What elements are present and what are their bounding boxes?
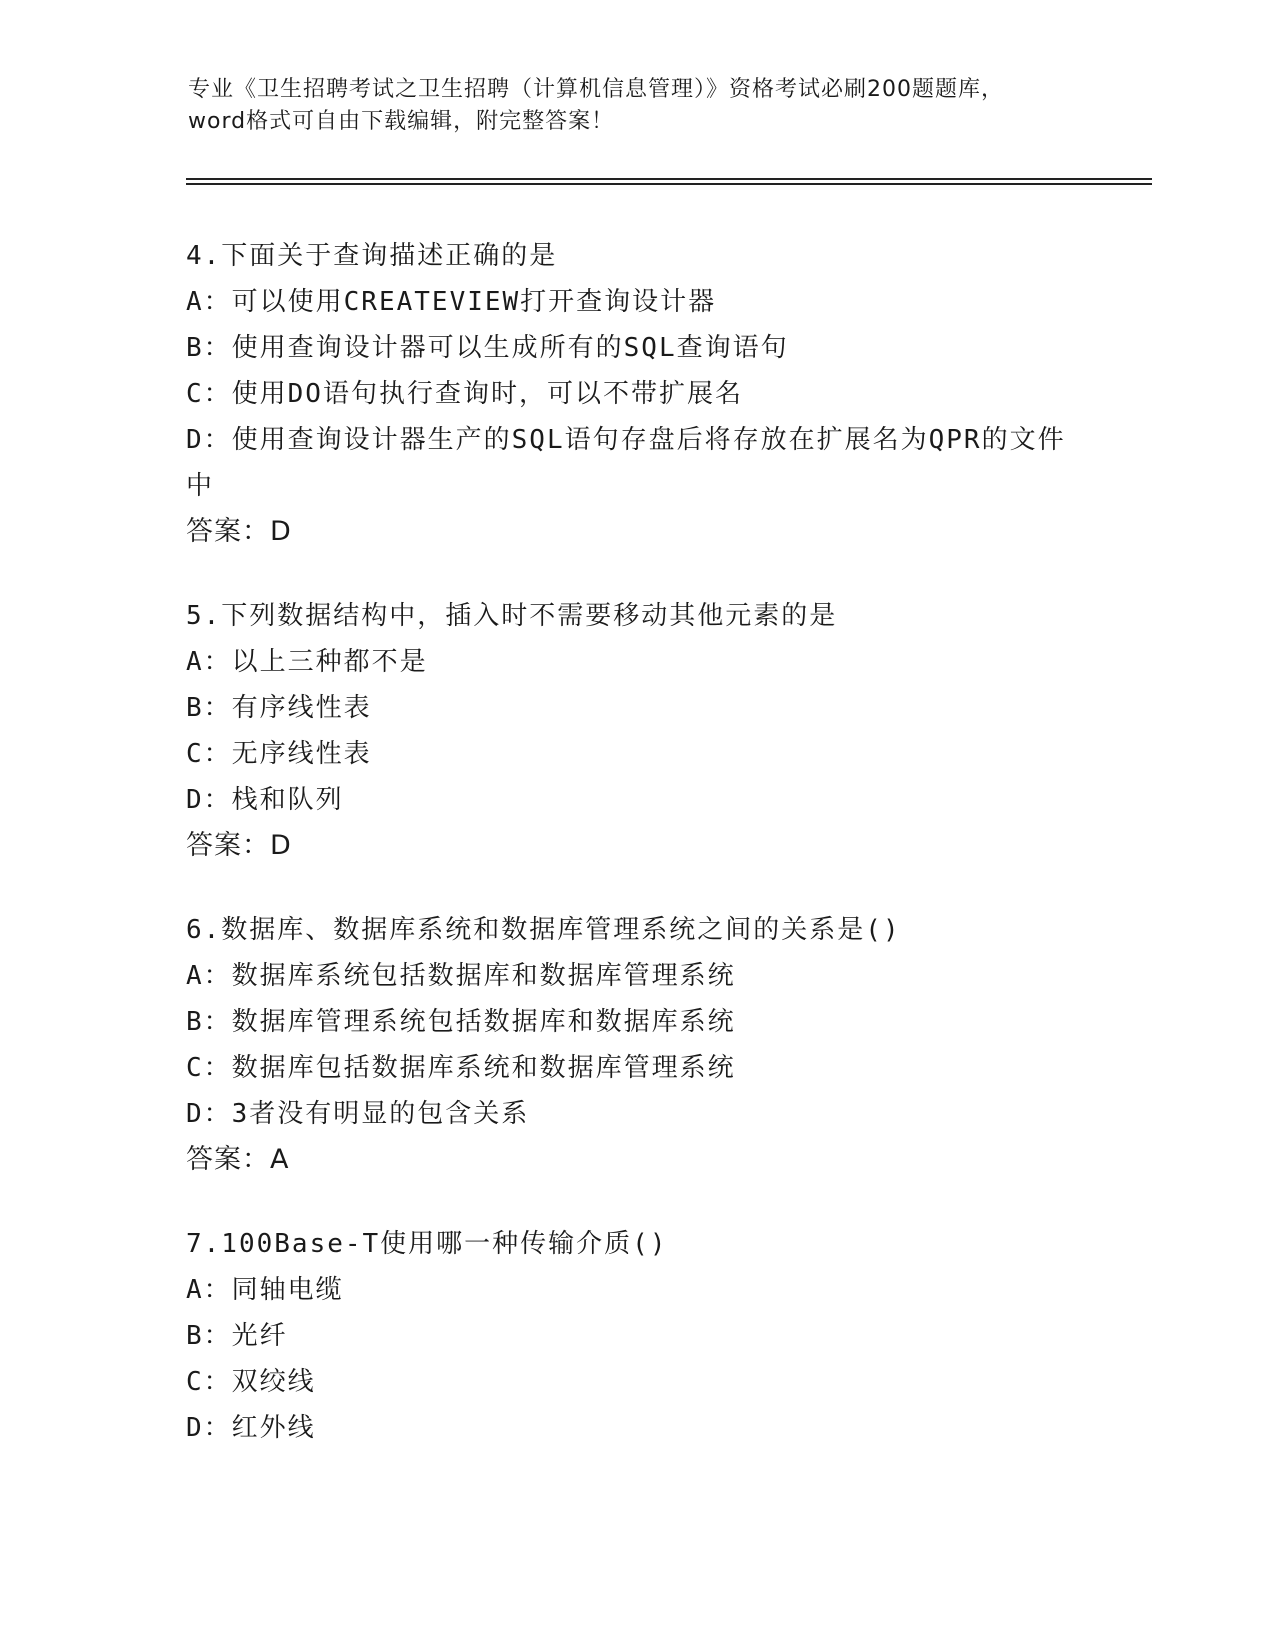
option-d: D：红外线	[186, 1413, 316, 1443]
option-a: A：数据库系统包括数据库和数据库管理系统	[186, 961, 736, 991]
question-stem: 5.下列数据结构中，插入时不需要移动其他元素的是	[186, 601, 838, 631]
option-c: C：双绞线	[186, 1367, 316, 1397]
document-header	[188, 74, 1088, 138]
option-d: D：3者没有明显的包含关系	[186, 1099, 530, 1129]
header-divider-top	[186, 178, 1152, 180]
answer-line: 答案：D	[186, 830, 292, 861]
option-b: B：有序线性表	[186, 693, 372, 723]
header-title-line-2: word格式可自由下载编辑，附完整答案！	[188, 109, 615, 134]
question-stem: 4.下面关于查询描述正确的是	[186, 241, 558, 271]
header-title-line-1: 专业《卫生招聘考试之卫生招聘（计算机信息管理）》资格考试必刷200题题库，	[188, 77, 1004, 102]
option-c: C：使用DO语句执行查询时，可以不带扩展名	[186, 379, 743, 409]
question-6	[186, 907, 1086, 1183]
option-b: B：光纤	[186, 1321, 288, 1351]
option-c: C：数据库包括数据库系统和数据库管理系统	[186, 1053, 736, 1083]
question-stem: 7.100Base-T使用哪一种传输介质()	[186, 1229, 668, 1259]
option-a: A：同轴电缆	[186, 1275, 344, 1305]
answer-line: 答案：D	[186, 516, 292, 547]
option-b: B：使用查询设计器可以生成所有的SQL查询语句	[186, 333, 789, 363]
option-a: A：可以使用CREATEVIEW打开查询设计器	[186, 287, 717, 317]
answer-line: 答案：A	[186, 1144, 290, 1175]
question-7	[186, 1221, 1086, 1451]
option-a: A：以上三种都不是	[186, 647, 428, 677]
header-divider-bottom	[186, 183, 1152, 185]
option-d: D：栈和队列	[186, 785, 344, 815]
question-stem: 6.数据库、数据库系统和数据库管理系统之间的关系是()	[186, 915, 901, 945]
option-b: B：数据库管理系统包括数据库和数据库系统	[186, 1007, 736, 1037]
question-list	[186, 233, 1086, 1489]
option-c: C：无序线性表	[186, 739, 372, 769]
option-d: D：使用查询设计器生产的SQL语句存盘后将存放在扩展名为QPR的文件中	[186, 425, 1066, 501]
question-4	[186, 233, 1086, 555]
question-5	[186, 593, 1086, 869]
